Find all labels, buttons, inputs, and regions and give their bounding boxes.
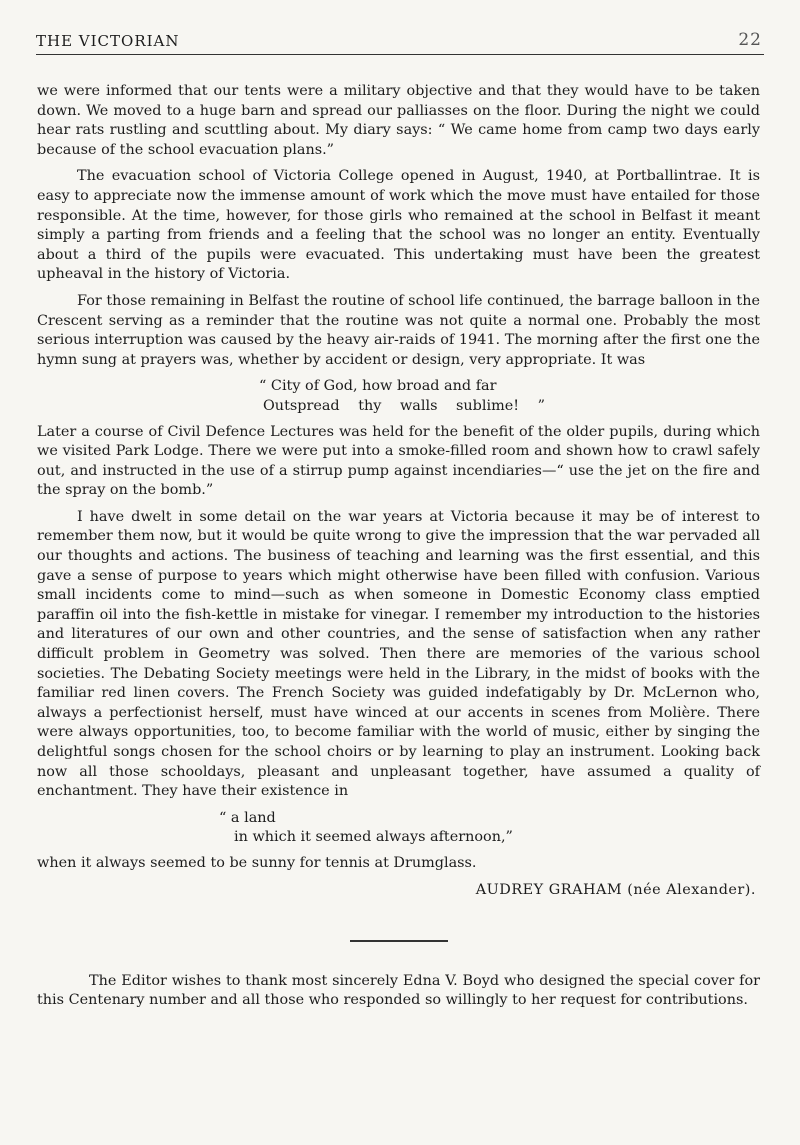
paragraph-4: Later a course of Civil Defence Lectures was held for the benefit of the older pupils, during which we visited Park Lodge. There we were put into a smoke-filled room and shown how to crawl safely out, and instructed in the use of a stirrup pump against incendiaries—“ use the jet on the fire and the spray on the bomb.” bbox=[37, 423, 760, 499]
author-signature: AUDREY GRAHAM (née Alexander). bbox=[475, 881, 756, 898]
editor-note: The Editor wishes to thank most sincerely Edna V. Boyd who designed the special cover for this Centenary number and all those who responded so willingly to her request for contributions. bbox=[37, 972, 760, 1009]
section-divider bbox=[350, 940, 448, 942]
running-header bbox=[36, 30, 764, 55]
page-number: 22 bbox=[738, 30, 762, 50]
article-body bbox=[37, 82, 760, 1018]
hymn-quote bbox=[37, 377, 760, 416]
quote-line: Outspread thy walls sublime! ” bbox=[263, 397, 545, 414]
paragraph-1: we were informed that our tents were a military objective and that they would have to be taken down. We moved to a huge barn and spread our palliasses on the floor. During the night we could hear rats rustling and scuttling about. My diary says: “ We came home from camp two days early because of the school evacuation plans.” bbox=[37, 83, 760, 158]
quote-line: in which it seemed always afternoon,” bbox=[234, 829, 513, 846]
poem-quote bbox=[37, 809, 760, 848]
quote-line: “ City of God, how broad and far bbox=[259, 378, 497, 395]
paragraph-3: For those remaining in Belfast the routine of school life continued, the barrage balloon in the Crescent serving as a reminder that the routine was not quite a normal one. Probably the most serious interruption was caused by the heavy air-raids of 1941. The morning after the first one the hymn sung at prayers was, whether by accident or design, very appropriate. It was bbox=[37, 292, 760, 368]
paragraph-6: when it always seemed to be sunny for tennis at Drumglass. bbox=[37, 854, 477, 871]
journal-title: THE VICTORIAN bbox=[36, 32, 180, 50]
paragraph-5: I have dwelt in some detail on the war years at Victoria because it may be of interest to remember them now, but it would be quite wrong to give the impression that the war pervaded all our thoughts and actions. The business of teaching and learning was the first essential, and this gave a sense of purpose to years which might otherwise have been filled with confusion. Various small incidents come to mind—such as when someone in Domestic Economy class emptied paraffin oil into the fish-kettle in mistake for vinegar. I remember my introduction to the histories and literatures of our own and other countries, and the sense of satisfaction when any rather difficult problem in Geometry was solved. Then there are memories of the various school societies. The Debating Society meetings were held in the Library, in the midst of books with the familiar red linen covers. The French Society was guided indefatigably by Dr. McLernon who, always a perfectionist herself, must have winced at our accents in scenes from Molière. There were always opportunities, too, to become familiar with the world of music, either by singing the delightful songs chosen for the school choirs or by learning to play an instrument. Looking back now all those schooldays, pleasant and unpleasant together, have assumed a quality of enchantment. They have their existence in bbox=[37, 508, 760, 800]
quote-line: “ a land bbox=[219, 809, 276, 826]
paragraph-2: The evacuation school of Victoria College opened in August, 1940, at Portballintrae. It is easy to appreciate now the immense amount of work which the move must have entailed for those responsible. At the time, however, for those girls who remained at the school in Belfast it meant simply a parting from friends and a feeling that the school was no longer an entity. Eventually about a third of the pupils were evacuated. This undertaking must have been the greatest upheaval in the history of Victoria. bbox=[37, 168, 760, 283]
